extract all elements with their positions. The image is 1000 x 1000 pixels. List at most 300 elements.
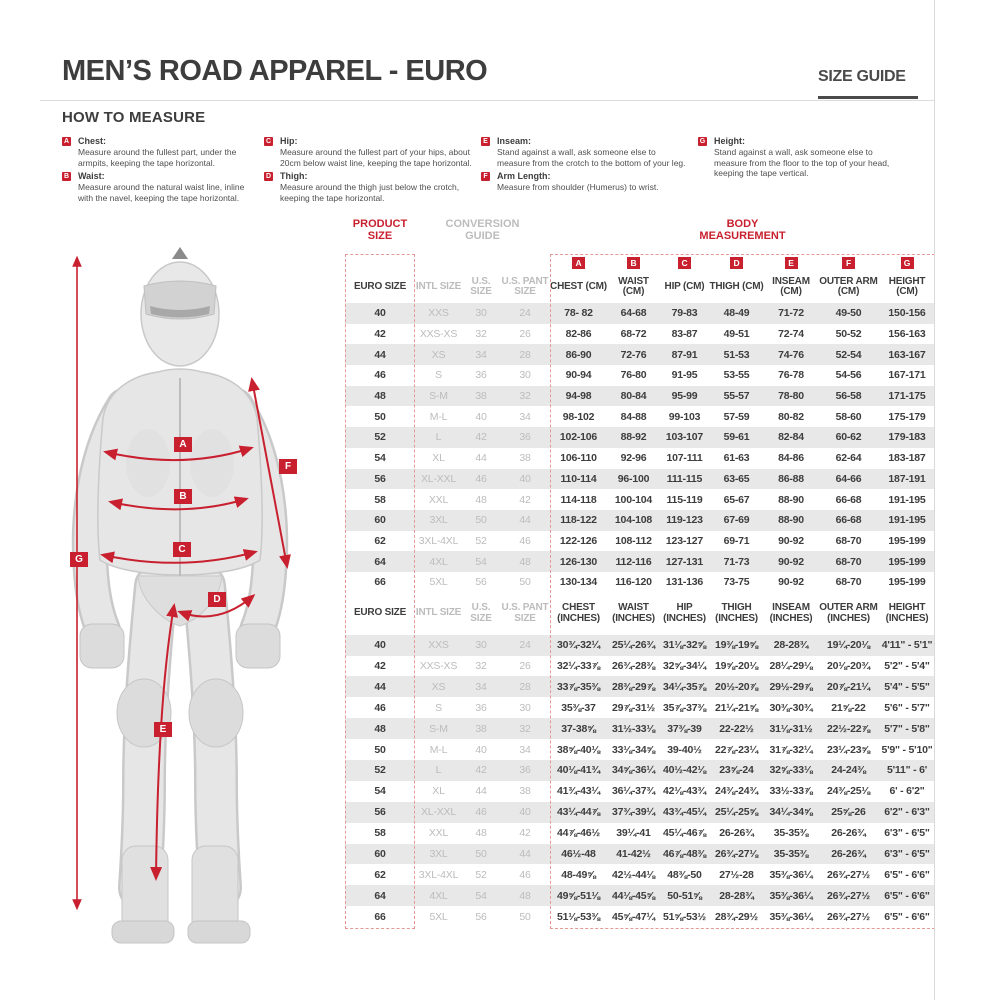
- cell: XXL: [428, 493, 449, 506]
- cell: 191-195: [888, 493, 926, 506]
- cell: 64: [374, 555, 386, 568]
- cell: 46⅞-48⅜: [663, 847, 706, 860]
- cell: 6'5" - 6'6": [884, 889, 930, 902]
- cell: 126-130: [559, 555, 598, 568]
- cell: 28-28¾: [773, 639, 809, 652]
- instruction-text: Measure around the natural waist line, inline with the navel, keeping the tape horizontal.: [78, 182, 245, 203]
- cell: 38: [475, 722, 487, 735]
- cell: 44: [519, 847, 531, 860]
- cell: 44⅞-46½: [557, 827, 600, 840]
- cell: 99-103: [668, 410, 701, 423]
- cell: 5'9" - 5'10": [881, 743, 933, 756]
- cell: 46: [374, 369, 386, 382]
- cell: 78-80: [778, 390, 804, 403]
- table-group-headers: [345, 218, 935, 254]
- cell: M-L: [429, 743, 448, 756]
- cell: 58: [374, 493, 386, 506]
- cell: 27½-28: [719, 868, 754, 881]
- cell: 34: [519, 743, 531, 756]
- cell: 44: [374, 680, 386, 693]
- measure-letter-badge-d: D: [265, 173, 272, 180]
- cell: 107-111: [666, 452, 703, 465]
- cell: 49-50: [835, 307, 862, 320]
- cell: 22½-22⅞: [827, 722, 870, 735]
- cell: 26-26¾: [831, 827, 866, 840]
- cell: 5'7" - 5'8": [884, 722, 930, 735]
- cell: 76-78: [778, 369, 804, 382]
- column-letter-badge-b: B: [627, 257, 640, 269]
- cell: 3XL-4XL: [418, 868, 459, 881]
- cell: XS: [431, 348, 446, 361]
- column-letter-badge-d: D: [730, 257, 743, 269]
- cell: 60-62: [835, 431, 862, 444]
- cell: 46: [519, 868, 531, 881]
- figure-marker-a: A: [174, 437, 192, 452]
- size-row-cm-62: [345, 531, 935, 552]
- cell: 34⅝-36¼: [612, 764, 655, 777]
- cell: 50: [519, 576, 531, 589]
- cell: 50: [475, 514, 487, 527]
- cell: 115-119: [666, 493, 703, 506]
- inches-column-header-0: EURO SIZE: [353, 607, 407, 619]
- cell: 58: [374, 827, 386, 840]
- inches-column-header-9: OUTER ARM (INCHES): [819, 602, 878, 624]
- cell: 36: [475, 369, 487, 382]
- cell: 98-102: [562, 410, 595, 423]
- cell: 96-100: [617, 472, 650, 485]
- figure-marker-g: G: [70, 552, 88, 567]
- cell: 46: [475, 806, 487, 819]
- cell: 123-127: [665, 534, 704, 547]
- cell: 34: [475, 348, 487, 361]
- cell: 44: [475, 452, 487, 465]
- cell: 102-106: [559, 431, 598, 444]
- cell: 60: [374, 847, 386, 860]
- cell: 25¼-26¾: [612, 639, 655, 652]
- column-letter-cell: [879, 254, 935, 271]
- cell: 66-68: [835, 493, 862, 506]
- column-letter-badge-f: F: [842, 257, 855, 269]
- cell: 111-115: [666, 472, 703, 485]
- page-right-border: [934, 0, 935, 1000]
- cell: 131-136: [665, 576, 704, 589]
- cell: 34: [475, 680, 487, 693]
- size-row-in-56: [345, 802, 935, 823]
- product-size-group-label: PRODUCT SIZE: [352, 218, 408, 242]
- cm-column-header-0: EURO SIZE: [353, 280, 407, 292]
- cell: 34: [519, 410, 531, 423]
- cell: XXS-XS: [419, 659, 458, 672]
- instruction-name: Arm Length:: [497, 171, 551, 181]
- size-row-cm-46: [345, 365, 935, 386]
- cell: XL-XXL: [421, 472, 456, 485]
- instruction-column-2: [264, 136, 478, 206]
- helmet-logo: [172, 247, 188, 259]
- cell: 35⅜-36¼: [769, 889, 813, 902]
- cell: 42: [519, 493, 531, 506]
- cell: 62-64: [835, 452, 862, 465]
- cell: 48: [374, 390, 386, 403]
- cm-column-header-7: THIGH (CM): [709, 280, 764, 292]
- cell: 90-92: [778, 534, 804, 547]
- cell: 30: [519, 701, 531, 714]
- cell: 84-86: [778, 452, 804, 465]
- instruction-g: [698, 136, 894, 181]
- size-row-in-42: [345, 656, 935, 677]
- cell: 183-187: [888, 452, 926, 465]
- size-row-cm-52: [345, 427, 935, 448]
- cell: 195-199: [888, 534, 926, 547]
- cell: 38: [475, 390, 487, 403]
- size-row-in-60: [345, 844, 935, 865]
- instruction-text: Stand against a wall, ask someone else to measure from the crotch to the bottom of your leg.: [497, 147, 686, 168]
- cell: 67-69: [723, 514, 750, 527]
- cell: 48-49: [723, 307, 750, 320]
- empty-cell: [500, 254, 550, 271]
- cell: 5XL: [429, 576, 448, 589]
- cell: 34¼-34⅝: [769, 806, 813, 819]
- size-row-in-44: [345, 676, 935, 697]
- cell: 20½-20⅞: [715, 680, 758, 693]
- cell: 3XL-4XL: [418, 534, 459, 547]
- cell: 48: [374, 722, 386, 735]
- cell: 86-88: [778, 472, 804, 485]
- cell: 20⅛-20¾: [827, 659, 870, 672]
- cell: 48: [519, 889, 531, 902]
- cell: 62: [374, 534, 386, 547]
- cell: 4'11" - 5'1": [881, 639, 933, 652]
- cell: 44: [519, 514, 531, 527]
- figure-marker-b: B: [174, 489, 192, 504]
- cell: 40: [475, 410, 487, 423]
- cell: 6'3" - 6'5": [884, 847, 930, 860]
- cell: 19¼-20⅛: [827, 639, 870, 652]
- size-row-in-46: [345, 697, 935, 718]
- inches-header-row: [345, 593, 935, 635]
- cell: 54: [374, 452, 386, 465]
- cell: 42: [374, 659, 386, 672]
- cell: 42: [475, 431, 487, 444]
- cell: 44⅛-45⅝: [612, 889, 655, 902]
- cell: 82-84: [778, 431, 804, 444]
- cell: 36: [519, 431, 531, 444]
- cell: 80-82: [778, 410, 804, 423]
- cell: 100-104: [614, 493, 653, 506]
- size-row-in-64: [345, 885, 935, 906]
- cell: 4XL: [429, 555, 448, 568]
- cell: 167-171: [888, 369, 926, 382]
- cell: 25¼-25⅝: [715, 806, 758, 819]
- instruction-text: Measure from shoulder (Humerus) to wrist.: [497, 182, 659, 192]
- size-row-cm-60: [345, 510, 935, 531]
- cell: 56: [475, 576, 487, 589]
- size-guide-label: SIZE GUIDE: [818, 68, 906, 85]
- cell: 6' - 6'2": [889, 785, 925, 798]
- cell: 66: [374, 910, 386, 923]
- cell: 108-112: [615, 534, 652, 547]
- cell: 32: [519, 722, 531, 735]
- size-row-in-66: [345, 906, 935, 927]
- cell: XXS-XS: [419, 328, 458, 341]
- cell: 32⅝-33⅛: [769, 764, 813, 777]
- cell: 32: [519, 390, 531, 403]
- cell: 25⅝-26: [831, 806, 866, 819]
- cell: 31⅛-31½: [769, 722, 813, 735]
- cell: XXS: [428, 639, 449, 652]
- cell: 20⅞-21¼: [827, 680, 870, 693]
- cell: 83-87: [671, 328, 698, 341]
- cell: 46: [475, 472, 487, 485]
- cell: L: [435, 764, 442, 777]
- cell: 51⅝-53½: [663, 910, 706, 923]
- cell: 5'11" - 6': [886, 764, 928, 777]
- cell: 66: [374, 576, 386, 589]
- cell: 38: [519, 785, 531, 798]
- empty-cell: [345, 254, 415, 271]
- cell: 52-54: [835, 348, 862, 361]
- cell: 91-95: [671, 369, 698, 382]
- cell: 3XL: [429, 514, 448, 527]
- cell: 52: [374, 431, 386, 444]
- size-row-cm-40: [345, 303, 935, 324]
- cell: 44: [475, 785, 487, 798]
- size-guide-tab[interactable]: [818, 68, 934, 99]
- instruction-name: Inseam:: [497, 136, 532, 146]
- inches-column-header-4: CHEST (INCHES): [557, 602, 600, 624]
- cell: 6'3" - 6'5": [884, 827, 930, 840]
- cell: 65-67: [723, 493, 750, 506]
- cell: 33⅛-34⅝: [612, 743, 655, 756]
- cm-column-header-8: INSEAM (CM): [772, 275, 810, 297]
- cell: 187-191: [888, 472, 926, 485]
- cell: 39-40½: [667, 743, 702, 756]
- cell: 64-66: [835, 472, 862, 485]
- cell: 40: [475, 743, 487, 756]
- inches-column-header-8: INSEAM (INCHES): [769, 602, 813, 624]
- cell: 26¾-27½: [827, 910, 870, 923]
- instruction-b: [62, 171, 258, 205]
- cell: 40: [519, 806, 531, 819]
- cell: 5'4" - 5'5": [884, 680, 930, 693]
- cell: 90-92: [778, 555, 804, 568]
- cell: 44: [374, 348, 386, 361]
- conversion-guide-group-header: [415, 218, 550, 242]
- product-size-group-header: [345, 218, 415, 242]
- cell: 28: [519, 680, 531, 693]
- inches-column-header-2: U.S. SIZE: [470, 602, 492, 624]
- measure-letter-badge-c: C: [265, 138, 272, 145]
- cell: 48-49⅝: [561, 868, 596, 881]
- cell: 36¼-37¾: [612, 785, 655, 798]
- cell: 49⅝-51⅛: [557, 889, 600, 902]
- cell: 29⅞-31½: [612, 701, 655, 714]
- cell: 32⅝-34¼: [663, 659, 706, 672]
- cell: 88-90: [778, 514, 804, 527]
- size-row-in-48: [345, 718, 935, 739]
- cell: 52: [374, 764, 386, 777]
- cell: 24-24⅜: [831, 764, 866, 777]
- instruction-d: [264, 171, 478, 205]
- cell: 79-83: [671, 307, 698, 320]
- cell: 71-73: [723, 555, 750, 568]
- column-letter-cell: [709, 254, 764, 271]
- cell: 118-122: [560, 514, 597, 527]
- cell: 42½-44⅛: [612, 868, 655, 881]
- cell: 37-38⅝: [561, 722, 596, 735]
- cell: 90-94: [565, 369, 592, 382]
- cell: 28¾-29½: [715, 910, 758, 923]
- cell: 42: [519, 827, 531, 840]
- cell: 127-131: [665, 555, 704, 568]
- figure-marker-d: D: [208, 592, 226, 607]
- cell: 36: [475, 701, 487, 714]
- cell: S: [435, 701, 442, 714]
- measure-letter-badge-a: A: [63, 138, 70, 145]
- cell: 4XL: [429, 889, 448, 902]
- cell: 54: [374, 785, 386, 798]
- size-row-cm-44: [345, 344, 935, 365]
- cell: 32: [475, 328, 487, 341]
- column-letter-badge-a: A: [572, 257, 585, 269]
- size-row-in-54: [345, 781, 935, 802]
- size-row-cm-48: [345, 386, 935, 407]
- figure-marker-e: E: [154, 722, 172, 737]
- cell: 26¾-28⅜: [612, 659, 655, 672]
- cell: 195-199: [888, 576, 926, 589]
- cell: 28: [519, 348, 531, 361]
- cell: 179-183: [888, 431, 926, 444]
- cell: 19⅜-19⅝: [715, 639, 758, 652]
- cm-column-header-3: U.S. PANT SIZE: [501, 275, 549, 297]
- cell: 55-57: [723, 390, 750, 403]
- cell: 73-75: [723, 576, 750, 589]
- cell: 54: [475, 889, 487, 902]
- cell: 50: [374, 410, 386, 423]
- cell: 59-61: [723, 431, 750, 444]
- cell: 5'6" - 5'7": [884, 701, 930, 714]
- cell: 43¾-45¼: [663, 806, 706, 819]
- cell: XL: [432, 452, 445, 465]
- cell: 119-123: [666, 514, 703, 527]
- measure-letter-badge-f: F: [481, 172, 490, 181]
- instruction-column-3: [481, 136, 691, 196]
- empty-cell: [462, 254, 500, 271]
- cell: XL: [432, 785, 445, 798]
- cell: 50: [519, 910, 531, 923]
- cell: 35-35⅜: [773, 827, 809, 840]
- instruction-name: Hip:: [280, 136, 298, 146]
- cell: 40: [374, 639, 386, 652]
- cell: 28¼-29⅛: [769, 659, 813, 672]
- cell: 42⅛-43¾: [663, 785, 706, 798]
- cell: 156-163: [888, 328, 926, 341]
- cell: 86-90: [565, 348, 592, 361]
- instruction-name: Waist:: [78, 171, 105, 181]
- cell: XXS: [428, 307, 449, 320]
- cell: 6'5" - 6'6": [884, 910, 930, 923]
- cell: 195-199: [888, 555, 926, 568]
- cell: 48: [475, 827, 487, 840]
- cell: 84-88: [620, 410, 647, 423]
- size-row-in-40: [345, 635, 935, 656]
- cell: XL-XXL: [421, 806, 456, 819]
- size-row-in-52: [345, 760, 935, 781]
- cm-column-header-5: WAIST (CM): [618, 275, 649, 297]
- cell: S: [435, 369, 442, 382]
- cell: 41¾-43¼: [557, 785, 600, 798]
- cm-header-row: [345, 271, 935, 303]
- cell: 26¾-27⅛: [715, 847, 758, 860]
- cell: 64-68: [620, 307, 647, 320]
- cell: 106-110: [560, 452, 597, 465]
- cell: 23⅝-24: [719, 764, 754, 777]
- cell: 5XL: [429, 910, 448, 923]
- cell: 62: [374, 868, 386, 881]
- column-letter-badge-c: C: [678, 257, 691, 269]
- cell: 21¼-21⅝: [715, 701, 758, 714]
- cell: 35⅜-37: [561, 701, 596, 714]
- column-letter-badge-g: G: [901, 257, 914, 269]
- cell: 28⅜-29⅞: [612, 680, 655, 693]
- cm-column-header-9: OUTER ARM (CM): [819, 275, 878, 297]
- cell: 35⅞-37⅜: [663, 701, 706, 714]
- cell: 26: [519, 659, 531, 672]
- measure-letter-badge-b: B: [63, 173, 70, 180]
- figure-marker-c: C: [173, 542, 191, 557]
- cell: 50-52: [835, 328, 862, 341]
- cell: 68-70: [835, 555, 862, 568]
- cell: 29½-29⅞: [769, 680, 813, 693]
- cell: 103-107: [665, 431, 704, 444]
- cm-column-header-2: U.S. SIZE: [470, 275, 492, 297]
- cell: 31½-33⅛: [612, 722, 655, 735]
- cell: 45¼-46⅞: [663, 827, 706, 840]
- cell: 22-22½: [719, 722, 754, 735]
- cell: 56: [374, 806, 386, 819]
- cell: 30: [475, 639, 487, 652]
- instruction-name: Thigh:: [280, 171, 308, 181]
- cell: 30⅜-30¾: [769, 701, 813, 714]
- inches-rows: [345, 635, 935, 927]
- size-row-in-62: [345, 864, 935, 885]
- cell: 175-179: [888, 410, 926, 423]
- inches-column-header-7: THIGH (INCHES): [715, 602, 758, 624]
- cell: 36: [519, 764, 531, 777]
- cell: 57-59: [723, 410, 750, 423]
- cell: 37¾-39¼: [612, 806, 655, 819]
- cell: 6'5" - 6'6": [884, 868, 930, 881]
- cell: 33⅞-35⅜: [557, 680, 600, 693]
- rider-figure: [40, 228, 340, 963]
- instruction-column-1: [62, 136, 258, 206]
- cm-column-header-10: HEIGHT (CM): [888, 275, 926, 297]
- cell: 171-175: [888, 390, 926, 403]
- instruction-a: [62, 136, 258, 170]
- cell: 52: [475, 534, 487, 547]
- inches-column-header-3: U.S. PANT SIZE: [501, 602, 549, 624]
- cell: 78- 82: [564, 307, 593, 320]
- cell: 56: [374, 472, 386, 485]
- instruction-name: Chest:: [78, 136, 107, 146]
- cell: 76-80: [620, 369, 647, 382]
- cell: 6'2" - 6'3": [884, 806, 930, 819]
- cell: 50: [475, 847, 487, 860]
- cell: 5'2" - 5'4": [884, 659, 930, 672]
- cell: 24⅜-24¾: [715, 785, 758, 798]
- cell: 19⅝-20⅛: [715, 659, 758, 672]
- cell: 48: [519, 555, 531, 568]
- cell: 64: [374, 889, 386, 902]
